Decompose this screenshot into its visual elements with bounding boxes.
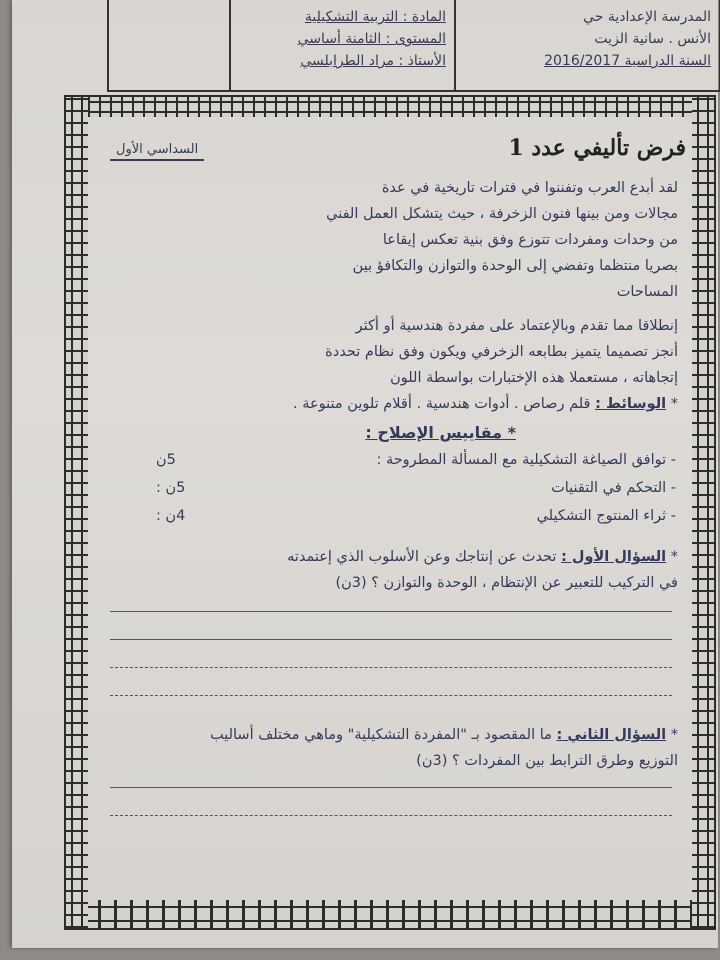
border-right	[692, 97, 714, 928]
question-1: * السؤال الأول : تحدث عن إنتاجك وعن الأسلوب الذي إعتمدته في التركيب للتعبير عن الإنتظام ، الوحدة والتوازن ؟ (3ن)	[287, 549, 678, 591]
question-2-text: ما المقصود بـ "المفردة التشكيلية" وماهي مختلف أساليب	[209, 727, 552, 743]
media-label: الوسائط :	[595, 396, 667, 412]
school-year: السنة الدراسية 2016/2017	[544, 53, 711, 69]
question-2-label: السؤال الثاني :	[556, 727, 667, 743]
exam-title: فرض تأليفي عدد 1	[508, 135, 686, 161]
intro-line: من وحدات ومفردات تتوزع وفق بنية تعكس إيقاعا	[382, 232, 678, 248]
exam-content	[96, 121, 686, 894]
criteria-item: - ثراء المنتوج التشكيلي 4ن :	[156, 508, 676, 524]
school-location: الأنس . سانية الزيت	[594, 31, 711, 47]
question-1-text: تحدث عن إنتاجك وعن الأسلوب الذي إعتمدته	[287, 549, 557, 565]
intro-line: مجالات ومن بينها فنون الزخرفة ، حيث يتشكل العمل الفني	[326, 206, 678, 222]
intro-line: لقد أبدع العرب وتفننوا في فترات تاريخية في عدة	[381, 180, 678, 196]
answer-line[interactable]	[110, 786, 672, 788]
intro-line: المساحات	[616, 284, 678, 300]
media-text: قلم رصاص . أدوات هندسية . أقلام تلوين متنوعة .	[293, 396, 591, 412]
criteria-title: * مقاييس الإصلاح :	[365, 423, 516, 442]
task-line: إنطلاقا مما تقدم وبالإعتماد على مفردة هندسية أو أكثر	[355, 318, 678, 334]
title-bar	[96, 127, 686, 161]
teacher-name: الأستاذ : مراد الطرابلسي	[300, 53, 446, 69]
intro-paragraph	[104, 175, 678, 305]
criteria-item: - التحكم في التقنيات 5ن :	[156, 480, 676, 496]
answer-line[interactable]	[110, 610, 672, 612]
media-line: * الوسائط : قلم رصاص . أدوات هندسية . أقلام تلوين متنوعة .	[293, 396, 678, 412]
question-1-label: السؤال الأول :	[561, 549, 667, 565]
border-bottom	[66, 900, 714, 928]
answer-line[interactable]	[110, 638, 672, 640]
student-info-empty	[109, 0, 229, 90]
criteria-item: - توافق الصياغة التشكيلية مع المسألة المطروحة : 5ن	[156, 452, 676, 468]
border-top	[66, 97, 714, 117]
task-line: أنجز تصميما يتميز بطابعه الزخرفي ويكون وفق نظام تحددة	[325, 344, 678, 360]
task-line: إتجاهاته ، مستعملا هذه الإختبارات بواسطة اللون	[390, 370, 678, 386]
header-table	[107, 0, 720, 92]
exam-sheet	[12, 0, 718, 948]
school-name: المدرسة الإعدادية حي	[583, 9, 711, 25]
grade-level: المستوى : الثامنة أساسي	[297, 31, 446, 47]
task-paragraph	[104, 313, 678, 391]
subject-name: المادة : التربية التشكيلية	[304, 9, 446, 25]
greek-key-border	[64, 95, 716, 930]
answer-line[interactable]	[110, 666, 672, 668]
term-label: السداسي الأول	[110, 142, 204, 161]
answer-line[interactable]	[110, 694, 672, 696]
subject-info	[229, 0, 454, 90]
question-1-text-2: في التركيب للتعبير عن الإنتظام ، الوحدة والتوازن ؟ (3ن)	[335, 575, 678, 591]
question-2: * السؤال الثاني : ما المقصود بـ "المفردة التشكيلية" وماهي مختلف أساليب التوزيع وطرق الترابط بين المفردات ؟ (3ن)	[209, 727, 678, 769]
border-left	[66, 97, 88, 928]
question-2-text-2: التوزيع وطرق الترابط بين المفردات ؟ (3ن)	[416, 753, 678, 769]
school-info	[454, 0, 719, 90]
intro-line: بصريا منتظما وتفضي إلى الوحدة والتوازن والتكافؤ بين	[352, 258, 678, 274]
answer-line[interactable]	[110, 814, 672, 816]
